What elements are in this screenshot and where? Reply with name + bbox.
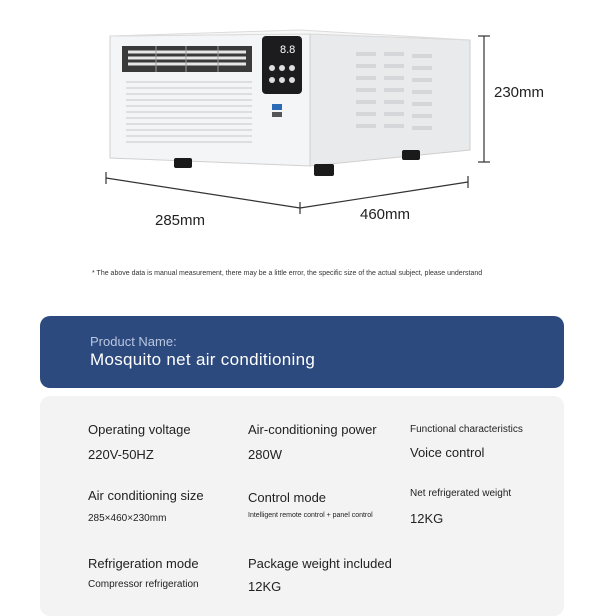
- product-name: Mosquito net air conditioning: [90, 350, 316, 369]
- spec-label: Air conditioning size: [88, 488, 204, 503]
- spec-refrigeration-mode: [88, 556, 199, 590]
- spec-value: Voice control: [410, 445, 485, 460]
- spec-air-conditioning-size: [88, 488, 204, 524]
- spec-operating-voltage: [88, 422, 191, 462]
- measurement-note: * The above data is manual measurement, there may be a little error, the specific size of the actual subject, please understand: [92, 270, 483, 277]
- foot: [174, 158, 192, 168]
- spec-label: Refrigeration mode: [88, 556, 199, 571]
- spec-value: 280W: [248, 447, 282, 462]
- foot: [402, 150, 420, 160]
- spec-net-refrigerated-weight: [410, 488, 511, 526]
- height-dimension-label: 230mm: [494, 84, 545, 101]
- spec-value: 12KG: [410, 511, 444, 526]
- spec-label: Package weight included: [248, 556, 392, 571]
- spec-package-weight: [248, 556, 392, 594]
- foot: [314, 164, 334, 176]
- spec-air-conditioning-power: [248, 422, 377, 462]
- spec-label: Net refrigerated weight: [410, 488, 512, 499]
- spec-label: Functional characteristics: [410, 424, 523, 435]
- spec-label: Operating voltage: [88, 422, 191, 437]
- spec-value: Intelligent remote control + panel control: [248, 512, 373, 519]
- product-name-banner: [40, 316, 564, 388]
- spec-value: 285×460×230mm: [88, 513, 167, 524]
- spec-control-mode: [248, 490, 398, 520]
- product-name-caption: Product Name:: [90, 334, 177, 349]
- spec-value: 220V-50HZ: [88, 447, 154, 462]
- width-dimension-label: 460mm: [360, 206, 411, 223]
- product-illustration: [0, 0, 600, 260]
- spec-label: Air-conditioning power: [248, 422, 377, 437]
- spec-panel: [40, 396, 564, 616]
- spec-label: Control mode: [248, 490, 327, 505]
- spec-value: 12KG: [248, 579, 282, 594]
- display-readout: 8.8: [280, 44, 296, 56]
- spec-value: Compressor refrigeration: [88, 579, 199, 590]
- spec-functional-characteristics: [410, 424, 523, 460]
- depth-dimension-label: 285mm: [155, 212, 206, 229]
